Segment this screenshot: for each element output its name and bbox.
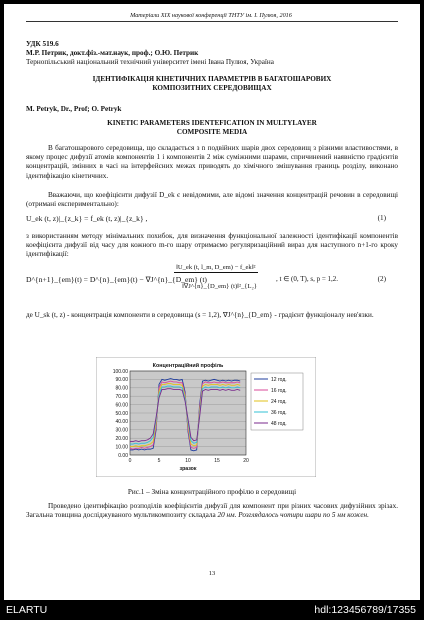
title-en-line1: KINETIC PARAMETERS IDENTEFICATION IN MULTYLAYER [107,119,317,127]
equation-2-numerator: ‖U_ek (t, l_m, D_em) − f_ek‖² [176,264,256,271]
footer-repository-name[interactable]: ELARTU [6,604,48,616]
results-line1: Проведено ідентифікацію розподілів коефіцієнтів дифузії для компонент при різних часових дифузійних зрізах. [48,502,398,510]
running-head: Матеріали XIX наукової конференції ТНТУ ім. І. Пулюя, 2016 [130,12,292,19]
results-line2: Загальна товщина досліджуваного мультикомпозиту складала [26,511,216,520]
concentration-profile-figure [96,357,316,477]
x-axis-label: зразок [179,466,197,472]
results-line3: Розглядалось чотири шари по 5 нм кожен. [238,511,369,520]
paragraph-method: з використанням методу мінімальних похибок, для визначення функціональної залежності ідентифікації компонентів коефіцієнта дифузії від часу для кожного m-го шару отримаємо регуляризаційний вираз для наступного n+1-го кроку ідентифікації: [26,232,398,259]
header-rule [26,21,398,22]
y-tick-label: 20.00 [115,436,128,442]
results-thickness: 20 нм. [217,511,237,520]
y-tick-label: 30.00 [115,427,128,434]
y-tick-label: 60.00 [115,402,128,409]
authors-ua: М.Р. Петрик, докт.фіз.-мат.наук, проф.; О.Ю. Петрик [26,49,199,57]
footer-handle-link[interactable]: hdl:123456789/17355 [314,604,416,616]
x-tick-label: 0 [128,458,132,464]
title-ua-line2: КОМПОЗИТНИХ СЕРЕДОВИЩАХ [152,84,272,93]
title-en [26,119,398,137]
equation-1-number: (1) [377,214,386,222]
equation-2-condition: , t ∈ (0, T), s, p = 1,2. [276,275,339,283]
paper-page [4,4,420,600]
paragraph-assumption: Вважаючи, що коефіцієнти дифузії D_ek є невідомими, але відомі значення концентрацій речовин в середовищі (отримані експериментально): [26,191,398,209]
y-tick-label: 90.00 [115,377,128,384]
legend-label: 48 год. [271,421,287,427]
y-tick-label: 10.00 [115,444,128,451]
legend-label: 12 год. [271,377,287,383]
chart-title: Концентраційний профіль [152,363,224,369]
y-tick-label: 40.00 [115,419,128,426]
affiliation: Тернопільський національний технічний університет імені Івана Пулюя, Україна [26,58,274,66]
x-tick-label: 15 [214,458,220,464]
legend-label: 24 год. [271,399,287,405]
repository-footer [0,600,424,620]
equation-1: U_ek (t, z)|_{z_k} = f_ek (t, z)|_{z_k} , [26,214,148,223]
equation-2-lhs: D^{n+1}_{em}(t) = D^{n}_{em}(t) − ∇J^{n}_{D_em} (t) [26,275,207,284]
y-tick-label: 70.00 [115,394,128,400]
paragraph-results [26,502,398,520]
paragraph-intro: В багатошарового середовища, що складається з n подвійних шарів двох середовищ з різними властивостями, в якому процес дифузії атомів компонентів 1 і компонентів 2 між суміжними шарами, спричинений наявністю градієнтів концентрацій, змінних в часі на інтерфейсних межах приводять до хімічного змішування границь розділу, виконано ідентифікацію кінетичних. [26,144,398,180]
legend-label: 36 год. [271,410,287,416]
y-tick-label: 50.00 [115,410,128,417]
x-tick-label: 5 [157,458,161,464]
concentration-chart [96,357,316,477]
figure-caption: Рис.1 – Зміна концентраційного профілю в середовищі [127,488,297,496]
y-tick-label: 100.00 [112,368,128,375]
paragraph-notation: де U_sk (t, z) - концентрація компоненти в середовища (s = 1,2), ∇J^{n}_{D_em} - градієнт функціоналу нев'язки. [26,311,374,319]
equation-2-denominator: ‖∇J^{n}_{D_em} (t)‖²_{L₂} [182,283,257,290]
x-tick-label: 20 [243,458,249,464]
title-en-line2: COMPOSITE MEDIA [176,128,248,137]
authors-en: M. Petryk, Dr., Prof; O. Petryk [26,105,122,113]
y-tick-label: 0.00 [118,452,128,459]
title-ua-line1: ІДЕНТИФІКАЦІЯ КІНЕТИЧНИХ ПАРАМЕТРІВ В БАГАТОШАРОВИХ [92,75,332,83]
page-number: 13 [208,570,216,577]
title-ua [26,75,398,93]
y-tick-label: 80.00 [115,385,128,392]
x-tick-label: 10 [185,458,191,464]
equation-2-number: (2) [377,275,386,283]
legend-label: 16 год. [271,388,287,394]
udc-code: УДК 519.6 [26,40,59,48]
